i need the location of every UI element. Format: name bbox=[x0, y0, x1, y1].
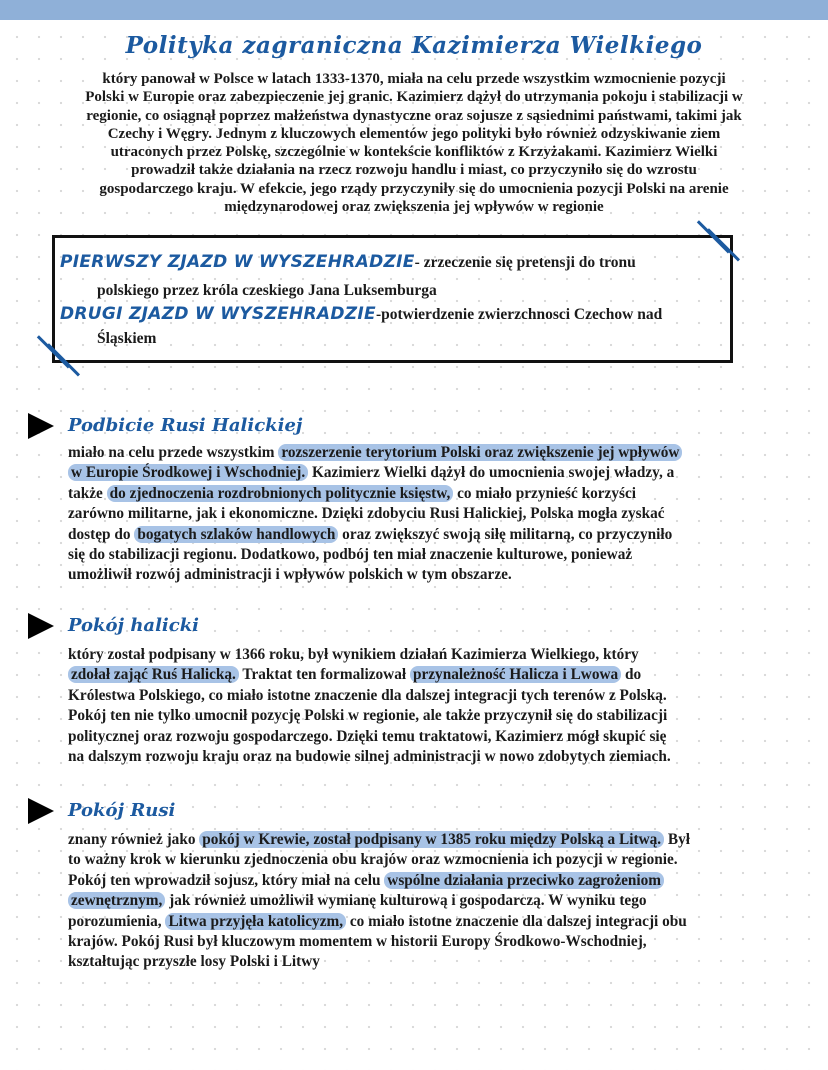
second-congress bbox=[60, 304, 662, 324]
highlighted-text: zdołał zająć Ruś Halicką. bbox=[68, 666, 239, 683]
text-segment: umożliwił rozwój administracji i wpływów polskich w tym obszarze. bbox=[68, 566, 512, 584]
text-segment: to ważny krok w kierunku zjednoczenia obu krajów oraz wzmocnienia ich pozycji w regionie. bbox=[68, 851, 678, 869]
text-segment: Królestwa Polskiego, co miało istotne znaczenie dla dalszej integracji tych terenów z Polską. bbox=[68, 686, 667, 704]
text-segment: co miało istotne znaczenie dla dalszej integracji obu bbox=[346, 912, 687, 930]
text-segment: co miało przynieść korzyści bbox=[453, 484, 636, 502]
paragraph-line bbox=[68, 545, 682, 565]
text-segment: znany również jako bbox=[68, 831, 200, 848]
intro-line: utraconych przez Polskę, szczególnie w kontekście konfliktów z Krzyżakami. Kazimierz Wielki bbox=[110, 144, 718, 161]
paragraph-line bbox=[68, 727, 671, 747]
highlighted-text: w Europie Środkowej i Wschodniej. bbox=[68, 464, 308, 481]
text-segment: Traktat ten formalizował bbox=[238, 666, 410, 684]
text-segment: dostęp do bbox=[68, 525, 135, 543]
highlighted-text: zewnętrznym, bbox=[68, 892, 165, 909]
text-segment: miało na celu przede wszystkim bbox=[68, 444, 279, 461]
text-segment: Pokój ten wprowadził sojusz, który miał na celu bbox=[68, 871, 385, 889]
text-segment: Był bbox=[664, 831, 691, 848]
text-segment: jak również umożliwił wymianę kulturową i gospodarczą. W wyniku tego bbox=[165, 892, 647, 910]
highlighted-text: bogatych szlaków handlowych bbox=[134, 526, 338, 543]
section-paragraph bbox=[68, 645, 671, 767]
first-congress-text: - zrzeczenie się pretensji do tronu bbox=[414, 254, 636, 271]
section-heading: Pokój halicki bbox=[68, 615, 200, 636]
second-congress-cont: Śląskiem bbox=[97, 330, 157, 347]
intro-line: który panował w Polsce w latach 1333-1370, miała na celu przede wszystkim wzmocnienie pozycji bbox=[102, 71, 726, 87]
text-segment: oraz zwiększyć swoją siłę militarną, co przyczyniło bbox=[338, 525, 673, 543]
highlighted-text: rozszerzenie terytorium Polski oraz zwiększenie jej wpływów bbox=[278, 444, 682, 461]
text-segment: także bbox=[68, 484, 107, 502]
paragraph-line bbox=[68, 871, 690, 891]
text-segment: zarówno militarne, jak i ekonomiczne. Dzięki zdobyciu Rusi Halickiej, Polska mogła zyskać bbox=[68, 505, 665, 523]
first-congress-heading: PIERWSZY ZJAZD W WYSZEHRADZIE bbox=[60, 252, 415, 272]
text-segment: krajów. Pokój Rusi był kluczowym momentem w historii Europy Środkowo-Wschodniej, bbox=[68, 933, 647, 951]
paragraph-line bbox=[68, 504, 682, 524]
intro-line: Polski w Europie oraz zabezpieczenie jej granic. Kazimierz dążył do utrzymania pokoju i stabilizacji w bbox=[85, 89, 743, 106]
first-congress bbox=[60, 252, 636, 272]
play-arrow-icon bbox=[28, 413, 54, 439]
second-congress-heading: DRUGI ZJAZD W WYSZEHRADZIE bbox=[60, 304, 376, 324]
text-segment: porozumienia, bbox=[68, 912, 166, 930]
first-congress-cont: polskiego przez króla czeskiego Jana Luksemburga bbox=[97, 282, 437, 299]
play-arrow-icon bbox=[28, 613, 54, 639]
intro-line: regionie, co osiągnął poprzez małżeństwa dynastyczne oraz sojusze z sąsiednimi państwami, takimi jak bbox=[86, 107, 742, 124]
top-band bbox=[0, 0, 828, 20]
paragraph-line bbox=[68, 525, 682, 545]
text-segment: który został podpisany w 1366 roku, był wynikiem działań Kazimierza Wielkiego, który bbox=[68, 646, 639, 663]
page-title: Polityka zagraniczna Kazimierza Wielkiego bbox=[125, 32, 703, 59]
paragraph-line bbox=[68, 912, 690, 932]
paragraph-line bbox=[68, 830, 690, 850]
intro-line: prowadził także działania na rzecz rozwoju handlu i miast, co przyczyniło się do wzrostu bbox=[131, 162, 697, 179]
paragraph-line bbox=[68, 686, 671, 706]
paragraph-line bbox=[68, 891, 690, 911]
paragraph-line bbox=[68, 747, 671, 767]
paragraph-line bbox=[68, 443, 682, 463]
text-segment: na dalszym rozwoju kraju oraz na budowie silnej administracji w nowo zdobytych ziemiach. bbox=[68, 748, 671, 766]
paragraph-line bbox=[68, 665, 671, 685]
text-segment: do bbox=[621, 666, 642, 684]
section-heading: Podbicie Rusi Halickiej bbox=[68, 415, 303, 436]
section-paragraph bbox=[68, 830, 690, 973]
paragraph-line bbox=[68, 932, 690, 952]
paragraph-line bbox=[68, 850, 690, 870]
highlighted-text: Litwa przyjęła katolicyzm, bbox=[165, 913, 346, 930]
text-segment: kształtując przyszłe losy Polski i Litwy bbox=[68, 953, 320, 971]
paragraph-line bbox=[68, 645, 671, 665]
paragraph-line bbox=[68, 952, 690, 972]
text-segment: Pokój ten nie tylko umocnił pozycję Polski w regionie, ale także przyczynił się do stabilizacji bbox=[68, 707, 668, 725]
highlighted-text: do zjednoczenia rozdrobnionych politycznie księstw, bbox=[107, 485, 454, 502]
highlighted-text: przynależność Halicza i Lwowa bbox=[410, 666, 621, 683]
intro-line: międzynarodowej oraz zwiększenia jej wpływów w regionie bbox=[224, 199, 604, 216]
section-heading: Pokój Rusi bbox=[68, 800, 176, 821]
paragraph-line bbox=[68, 484, 682, 504]
paragraph-line bbox=[68, 463, 682, 483]
play-arrow-icon bbox=[28, 798, 54, 824]
text-segment: się do stabilizacji regionu. Dodatkowo, podbój ten miał znaczenie kulturowe, ponieważ bbox=[68, 546, 633, 564]
second-congress-text: -potwierdzenie zwierzchnosci Czechow nad bbox=[375, 306, 663, 323]
section-paragraph bbox=[68, 443, 682, 586]
text-segment: politycznej oraz rozwoju gospodarczego. Dzięki temu traktatowi, Kazimierz mógł skupić się bbox=[68, 727, 667, 745]
text-segment: Kazimierz Wielki dążył do umocnienia swojej władzy, a bbox=[308, 464, 675, 482]
paragraph-line bbox=[68, 706, 671, 726]
intro-line: Czechy i Węgry. Jednym z kluczowych elementów jego polityki było również odzyskiwanie ziem bbox=[107, 125, 721, 142]
highlighted-text: wspólne działania przeciwko zagrożeniom bbox=[384, 872, 664, 889]
paragraph-line bbox=[68, 565, 682, 585]
intro-line: gospodarczego kraju. W efekcie, jego rządy przyczyniły się do umocnienia pozycji Polski na arenie bbox=[99, 180, 729, 197]
highlighted-text: pokój w Krewie, został podpisany w 1385 roku między Polską a Litwą. bbox=[199, 831, 664, 848]
intro-paragraph bbox=[30, 70, 798, 216]
